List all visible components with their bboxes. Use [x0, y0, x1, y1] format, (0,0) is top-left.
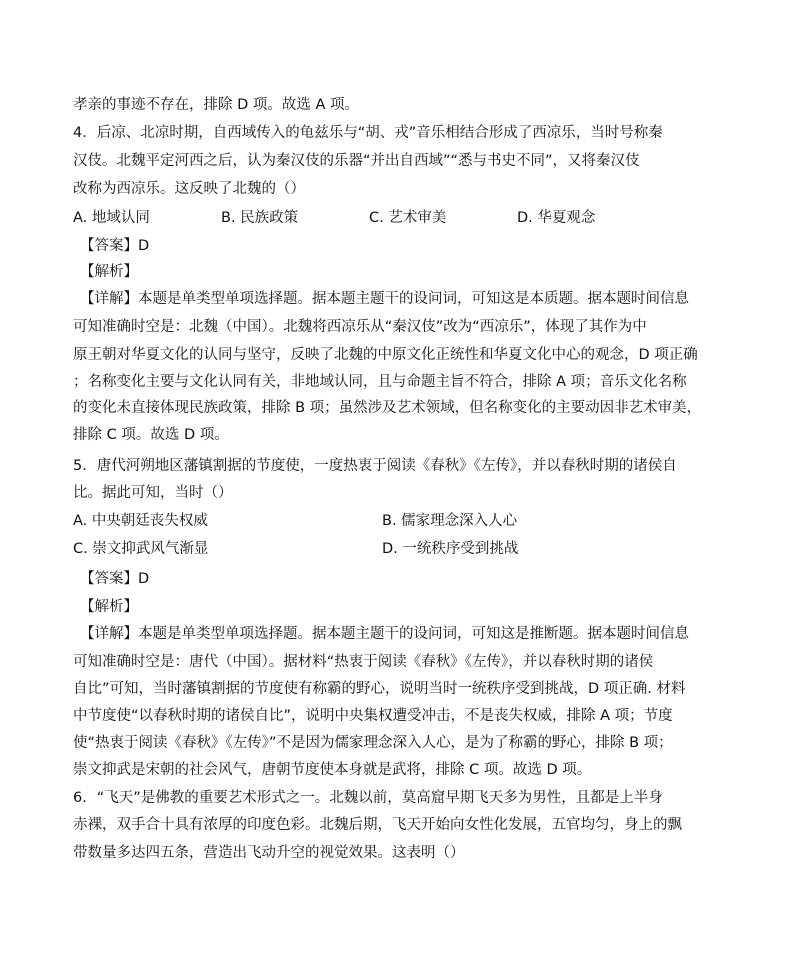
q4-stem-line-3: 改称为西凉乐。这反映了北魏的（） — [73, 181, 305, 197]
q5-option-d: D. 一统秩序受到挑战 — [382, 541, 519, 557]
q5-detail-line-4: 中节度使“以春秋时期的诸侯自比”，说明中央集权遭受冲击，不是丧失权威，排除 A 项；节度 — [73, 708, 673, 724]
q6-stem-line-2: 赤裸，双手合十具有浓厚的印度色彩。北魏后期，飞天开始向女性化发展，五官均匀，身上的飘 — [73, 817, 682, 833]
q5-analysis-label: 【解析】 — [80, 599, 138, 615]
q4-answer: 【答案】D — [80, 238, 150, 254]
q4-detail-line-6: 排除 C 项。故选 D 项。 — [73, 427, 229, 443]
q5-stem-line-1: 5．唐代河朔地区藩镇割据的节度使，一度热衷于阅读《春秋》《左传》，并以春秋时期的诸侯自 — [73, 458, 677, 474]
q4-option-b: B. 民族政策 — [221, 210, 299, 226]
q4-stem-line-2: 汉伎。北魏平定河西之后，认为秦汉伎的乐器“并出自西域”“悉与书史不同”，又将秦汉伎 — [73, 153, 640, 169]
q6-stem-line-1: 6．“飞天”是佛教的重要艺术形式之一。北魏以前，莫高窟早期飞天多为男性，且都是上半身 — [73, 790, 663, 806]
q4-detail-line-3: 原王朝对华夏文化的认同与坚守，反映了北魏的中原文化正统性和华夏文化中心的观念，D 项正确 — [73, 347, 698, 363]
q4-detail-line-2: 可知准确时空是：北魏（中国）。北魏将西凉乐从“秦汉伎”改为“西凉乐”，体现了其作为中 — [73, 319, 647, 335]
q5-option-b: B. 儒家理念深入人心 — [382, 513, 518, 529]
q4-detail-line-5: 的变化未直接体现民族政策，排除 B 项；虽然涉及艺术领域，但名称变化的主要动因非艺术审美， — [73, 400, 702, 416]
q5-option-c: C. 崇文抑武风气渐显 — [73, 541, 209, 557]
q5-detail-line-2: 可知准确时空是：唐代（中国）。据材料“热衷于阅读《春秋》《左传》，并以春秋时期的诸侯 — [73, 654, 654, 670]
q3-tail-text: 孝亲的事迹不存在，排除 D 项。故选 A 项。 — [73, 97, 360, 113]
q5-detail-line-5: 使“热衷于阅读《春秋》《左传》”不是因为儒家理念深入人心，是为了称霸的野心，排除 B 项； — [73, 735, 673, 751]
q5-stem-line-2: 比。据此可知，当时（） — [73, 485, 233, 501]
q4-option-a: A. 地域认同 — [73, 210, 150, 226]
q4-analysis-label: 【解析】 — [80, 264, 138, 280]
q4-option-c: C. 艺术审美 — [369, 210, 447, 226]
q5-detail-line-3: 自比”可知，当时藩镇割据的节度使有称霸的野心，说明当时一统秩序受到挑战，D 项正确. 材料 — [73, 681, 686, 697]
q5-detail-line-1: 【详解】本题是单类型单项选择题。据本题主题干的设问词，可知这是推断题。据本题时间信息 — [80, 626, 689, 642]
q5-answer: 【答案】D — [80, 571, 150, 587]
q4-detail-line-4: ；名称变化主要与文化认同有关，非地域认同，且与命题主旨不符合，排除 A 项；音乐文化名称 — [73, 374, 687, 390]
q5-option-a: A. 中央朝廷丧失权威 — [73, 513, 208, 529]
q5-detail-line-6: 崇文抑武是宋朝的社会风气，唐朝节度使本身就是武将，排除 C 项。故选 D 项。 — [73, 762, 592, 778]
q4-stem-line-1: 4．后凉、北凉时期，自西域传入的龟兹乐与“胡、戎”音乐相结合形成了西凉乐，当时号称秦 — [73, 125, 663, 141]
q4-detail-line-1: 【详解】本题是单类型单项选择题。据本题主题干的设问词，可知这是本质题。据本题时间信息 — [80, 291, 689, 307]
q4-option-d: D. 华夏观念 — [517, 210, 596, 226]
q6-stem-line-3: 带数量多达四五条，营造出飞动升空的视觉效果。这表明（） — [73, 845, 465, 861]
